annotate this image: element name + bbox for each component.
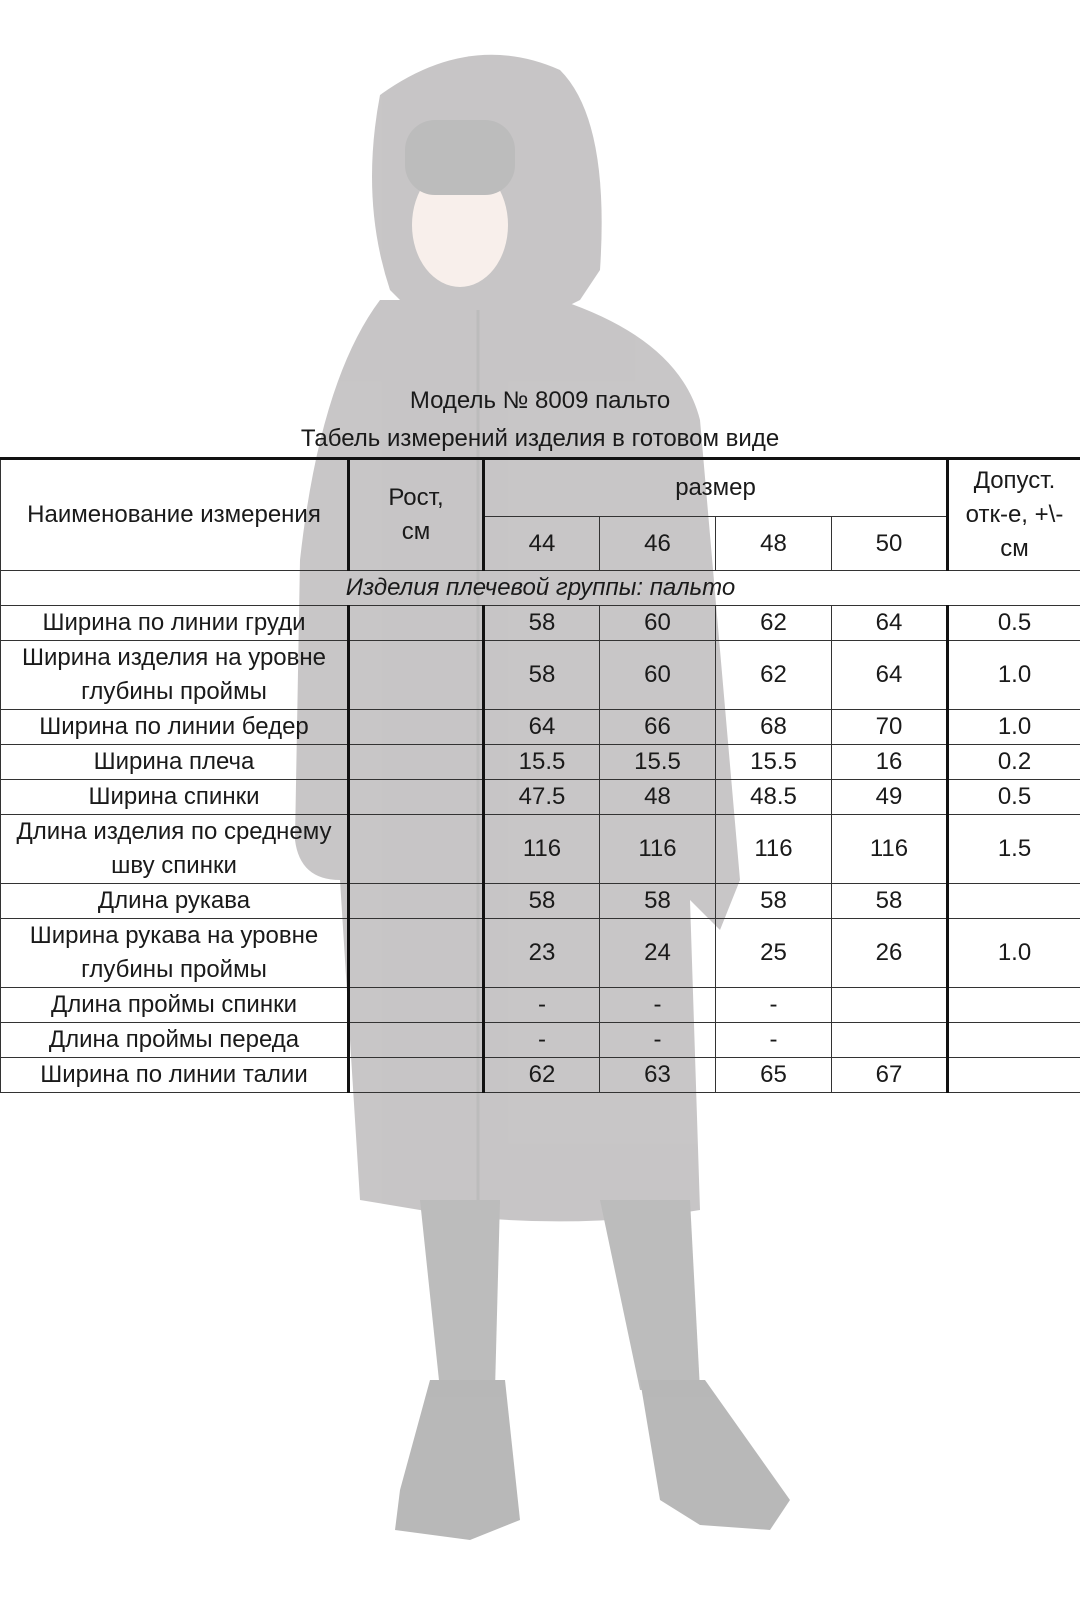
row-value: 64: [832, 606, 948, 641]
table-row: [1, 884, 1080, 919]
row-name: Длина рукава: [1, 884, 349, 919]
row-value: 49: [832, 780, 948, 815]
row-value: 15.5: [484, 745, 600, 780]
row-rost: [349, 1023, 484, 1058]
table-row: [1, 919, 1080, 988]
row-value: -: [600, 988, 716, 1023]
row-value: 15.5: [716, 745, 832, 780]
row-name: Ширина изделия на уровне глубины проймы: [1, 641, 349, 710]
row-value: -: [600, 1023, 716, 1058]
row-value: [832, 1023, 948, 1058]
table-row: [1, 780, 1080, 815]
size-48: 48: [716, 517, 832, 571]
row-value: 47.5: [484, 780, 600, 815]
row-value: -: [484, 988, 600, 1023]
row-name: Длина изделия по среднему шву спинки: [1, 815, 349, 884]
row-rost: [349, 1058, 484, 1093]
row-value: 62: [484, 1058, 600, 1093]
row-tolerance: 1.0: [948, 919, 1080, 988]
row-value: 25: [716, 919, 832, 988]
row-value: 60: [600, 641, 716, 710]
row-tolerance: 0.5: [948, 606, 1080, 641]
size-50: 50: [832, 517, 948, 571]
measurement-table: [0, 457, 1080, 1093]
row-rost: [349, 780, 484, 815]
row-value: 58: [716, 884, 832, 919]
row-value: 58: [484, 606, 600, 641]
size-46: 46: [600, 517, 716, 571]
table-row: [1, 815, 1080, 884]
table-row: [1, 1023, 1080, 1058]
row-value: 48: [600, 780, 716, 815]
row-value: 116: [600, 815, 716, 884]
row-value: -: [484, 1023, 600, 1058]
row-value: 23: [484, 919, 600, 988]
row-tolerance: [948, 1023, 1080, 1058]
row-rost: [349, 919, 484, 988]
row-name: Ширина по линии груди: [1, 606, 349, 641]
row-tolerance: 1.0: [948, 641, 1080, 710]
row-rost: [349, 815, 484, 884]
row-tolerance: 0.5: [948, 780, 1080, 815]
row-value: 62: [716, 641, 832, 710]
row-value: 64: [484, 710, 600, 745]
row-tolerance: 1.5: [948, 815, 1080, 884]
row-rost: [349, 710, 484, 745]
row-rost: [349, 606, 484, 641]
row-rost: [349, 884, 484, 919]
row-value: 68: [716, 710, 832, 745]
row-value: 60: [600, 606, 716, 641]
row-value: 116: [716, 815, 832, 884]
row-value: 116: [832, 815, 948, 884]
row-value: 15.5: [600, 745, 716, 780]
row-tolerance: [948, 988, 1080, 1023]
row-value: 24: [600, 919, 716, 988]
row-value: 26: [832, 919, 948, 988]
row-value: 58: [484, 884, 600, 919]
size-44: 44: [484, 517, 600, 571]
header-rost: [349, 459, 484, 571]
row-value: 48.5: [716, 780, 832, 815]
header-tolerance: [948, 459, 1080, 571]
header-size-group: размер: [484, 459, 948, 517]
table-row: [1, 988, 1080, 1023]
row-tolerance: 0.2: [948, 745, 1080, 780]
row-value: 116: [484, 815, 600, 884]
row-name: Ширина плеча: [1, 745, 349, 780]
row-tolerance: [948, 884, 1080, 919]
row-value: [832, 988, 948, 1023]
table-row: [1, 641, 1080, 710]
group-label: Изделия плечевой группы: пальто: [1, 571, 1080, 606]
row-rost: [349, 745, 484, 780]
row-value: 58: [484, 641, 600, 710]
row-rost: [349, 641, 484, 710]
row-rost: [349, 988, 484, 1023]
row-value: 58: [600, 884, 716, 919]
row-value: 65: [716, 1058, 832, 1093]
row-value: 67: [832, 1058, 948, 1093]
row-name: Длина проймы спинки: [1, 988, 349, 1023]
table-row: [1, 606, 1080, 641]
table-subtitle: Табель измерений изделия в готовом виде: [300, 425, 780, 452]
row-value: -: [716, 1023, 832, 1058]
table-row: [1, 745, 1080, 780]
row-value: 63: [600, 1058, 716, 1093]
row-value: 64: [832, 641, 948, 710]
row-value: 62: [716, 606, 832, 641]
table-row: [1, 1058, 1080, 1093]
row-name: Ширина по линии бедер: [1, 710, 349, 745]
header-tolerance-label: Допуст. отк-е, +\-см: [965, 467, 1064, 562]
row-tolerance: [948, 1058, 1080, 1093]
row-value: 70: [832, 710, 948, 745]
table-row: [1, 710, 1080, 745]
row-value: 66: [600, 710, 716, 745]
row-value: -: [716, 988, 832, 1023]
row-name: Длина проймы переда: [1, 1023, 349, 1058]
row-value: 16: [832, 745, 948, 780]
row-name: Ширина спинки: [1, 780, 349, 815]
header-rost-label: Рост, см: [388, 484, 444, 545]
row-value: 58: [832, 884, 948, 919]
row-tolerance: 1.0: [948, 710, 1080, 745]
model-title: Модель № 8009 пальто: [409, 387, 671, 414]
row-name: Ширина по линии талии: [1, 1058, 349, 1093]
header-measurement-name: Наименование измерения: [1, 459, 349, 571]
row-name: Ширина рукава на уровне глубины проймы: [1, 919, 349, 988]
